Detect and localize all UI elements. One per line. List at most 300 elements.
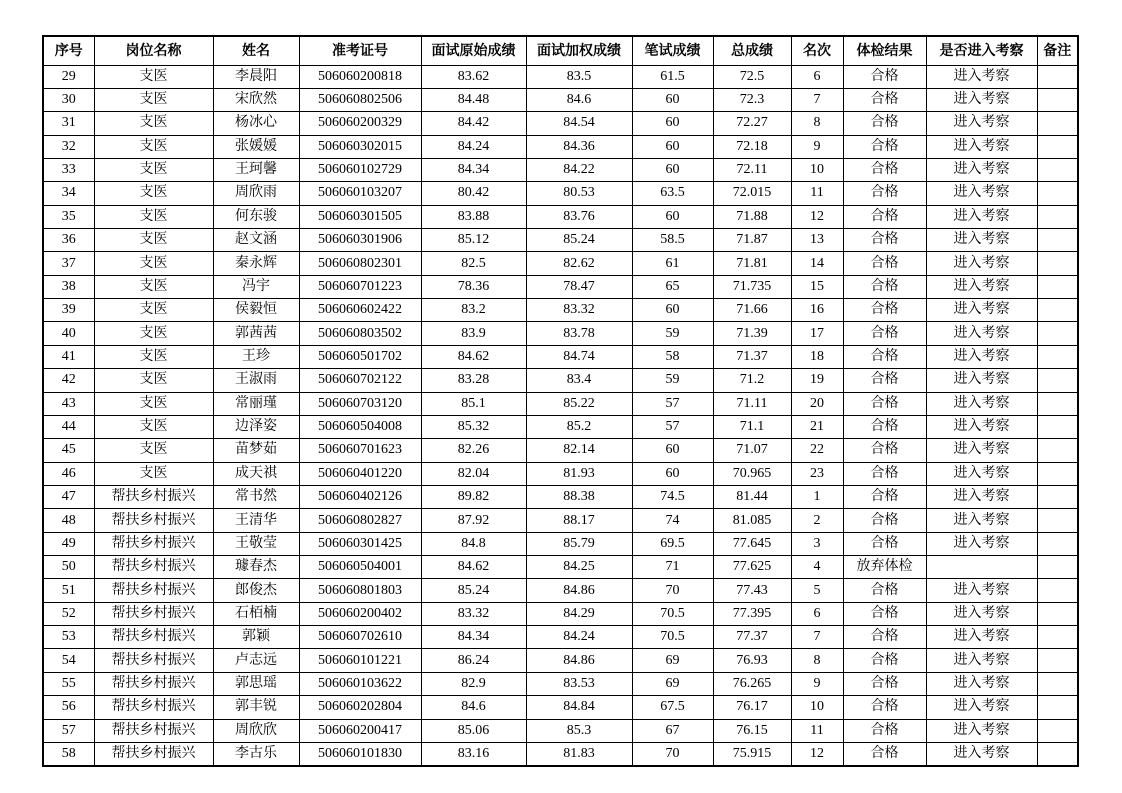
table-row	[43, 112, 1078, 135]
cell-exam-id: 506060101221	[299, 649, 421, 672]
cell-name: 赵文涵	[213, 229, 299, 252]
cell-seq: 57	[43, 719, 94, 742]
cell-seq: 50	[43, 556, 94, 579]
cell-seq: 29	[43, 65, 94, 88]
cell-written: 67.5	[632, 696, 713, 719]
cell-total: 76.17	[713, 696, 791, 719]
cell-inspection: 进入考察	[926, 252, 1037, 275]
cell-total: 72.18	[713, 135, 791, 158]
cell-interview-raw: 84.42	[421, 112, 526, 135]
cell-exam-id: 506060504008	[299, 415, 421, 438]
cell-remarks	[1037, 275, 1078, 298]
cell-name: 苗梦茹	[213, 439, 299, 462]
cell-remarks	[1037, 556, 1078, 579]
cell-exam-id: 506060101830	[299, 742, 421, 765]
cell-written: 69	[632, 649, 713, 672]
cell-medical-result: 合格	[843, 135, 926, 158]
cell-inspection: 进入考察	[926, 88, 1037, 111]
cell-written: 70	[632, 579, 713, 602]
cell-total: 72.5	[713, 65, 791, 88]
cell-inspection: 进入考察	[926, 602, 1037, 625]
cell-interview-weighted: 84.54	[526, 112, 632, 135]
cell-inspection: 进入考察	[926, 462, 1037, 485]
cell-medical-result: 合格	[843, 602, 926, 625]
cell-position: 帮扶乡村振兴	[94, 649, 213, 672]
cell-written: 65	[632, 275, 713, 298]
cell-rank: 3	[791, 532, 843, 555]
cell-seq: 46	[43, 462, 94, 485]
cell-total: 71.07	[713, 439, 791, 462]
cell-name: 王清华	[213, 509, 299, 532]
cell-interview-raw: 82.5	[421, 252, 526, 275]
cell-total: 77.645	[713, 532, 791, 555]
cell-exam-id: 506060200818	[299, 65, 421, 88]
cell-exam-id: 506060200417	[299, 719, 421, 742]
cell-inspection: 进入考察	[926, 275, 1037, 298]
cell-medical-result: 合格	[843, 299, 926, 322]
cell-inspection: 进入考察	[926, 65, 1037, 88]
cell-written: 70.5	[632, 626, 713, 649]
cell-exam-id: 506060301425	[299, 532, 421, 555]
cell-interview-raw: 83.28	[421, 369, 526, 392]
cell-total: 76.265	[713, 672, 791, 695]
cell-rank: 6	[791, 602, 843, 625]
cell-seq: 30	[43, 88, 94, 111]
cell-rank: 15	[791, 275, 843, 298]
table-row	[43, 182, 1078, 205]
cell-remarks	[1037, 415, 1078, 438]
cell-seq: 47	[43, 485, 94, 508]
cell-rank: 19	[791, 369, 843, 392]
cell-inspection: 进入考察	[926, 719, 1037, 742]
cell-written: 57	[632, 392, 713, 415]
cell-interview-weighted: 84.86	[526, 649, 632, 672]
cell-exam-id: 506060802827	[299, 509, 421, 532]
cell-interview-weighted: 82.14	[526, 439, 632, 462]
cell-medical-result: 合格	[843, 579, 926, 602]
score-table	[42, 35, 1079, 767]
cell-rank: 7	[791, 88, 843, 111]
cell-inspection: 进入考察	[926, 229, 1037, 252]
table-header	[43, 36, 1078, 65]
cell-interview-raw: 84.62	[421, 556, 526, 579]
cell-written: 60	[632, 205, 713, 228]
cell-position: 支医	[94, 322, 213, 345]
cell-name: 李晨阳	[213, 65, 299, 88]
cell-written: 60	[632, 112, 713, 135]
cell-written: 67	[632, 719, 713, 742]
cell-seq: 45	[43, 439, 94, 462]
cell-name: 周欣欣	[213, 719, 299, 742]
table-row	[43, 205, 1078, 228]
cell-remarks	[1037, 649, 1078, 672]
cell-name: 郭思瑶	[213, 672, 299, 695]
cell-inspection: 进入考察	[926, 509, 1037, 532]
cell-seq: 58	[43, 742, 94, 765]
cell-interview-weighted: 84.29	[526, 602, 632, 625]
cell-position: 支医	[94, 182, 213, 205]
cell-seq: 36	[43, 229, 94, 252]
cell-medical-result: 合格	[843, 345, 926, 368]
cell-rank: 8	[791, 112, 843, 135]
cell-rank: 20	[791, 392, 843, 415]
cell-name: 侯毅恒	[213, 299, 299, 322]
cell-interview-raw: 85.06	[421, 719, 526, 742]
cell-rank: 9	[791, 672, 843, 695]
cell-inspection: 进入考察	[926, 112, 1037, 135]
cell-name: 璩春杰	[213, 556, 299, 579]
cell-interview-weighted: 88.17	[526, 509, 632, 532]
cell-rank: 10	[791, 158, 843, 181]
cell-rank: 2	[791, 509, 843, 532]
cell-rank: 11	[791, 719, 843, 742]
cell-position: 支医	[94, 135, 213, 158]
cell-exam-id: 506060801803	[299, 579, 421, 602]
cell-written: 61.5	[632, 65, 713, 88]
cell-inspection: 进入考察	[926, 345, 1037, 368]
cell-inspection	[926, 556, 1037, 579]
cell-medical-result: 合格	[843, 509, 926, 532]
cell-interview-raw: 83.62	[421, 65, 526, 88]
header-seq: 序号	[43, 36, 94, 65]
table-row	[43, 229, 1078, 252]
cell-interview-weighted: 83.4	[526, 369, 632, 392]
cell-interview-raw: 84.34	[421, 158, 526, 181]
cell-rank: 4	[791, 556, 843, 579]
cell-rank: 17	[791, 322, 843, 345]
cell-position: 帮扶乡村振兴	[94, 696, 213, 719]
cell-written: 59	[632, 322, 713, 345]
cell-rank: 23	[791, 462, 843, 485]
cell-rank: 22	[791, 439, 843, 462]
cell-inspection: 进入考察	[926, 485, 1037, 508]
cell-exam-id: 506060703120	[299, 392, 421, 415]
cell-name: 宋欣然	[213, 88, 299, 111]
cell-position: 支医	[94, 88, 213, 111]
cell-total: 71.39	[713, 322, 791, 345]
cell-position: 支医	[94, 439, 213, 462]
cell-written: 70	[632, 742, 713, 765]
cell-exam-id: 506060200329	[299, 112, 421, 135]
cell-written: 60	[632, 462, 713, 485]
cell-written: 60	[632, 88, 713, 111]
header-row	[43, 36, 1078, 65]
cell-interview-raw: 82.04	[421, 462, 526, 485]
cell-total: 71.1	[713, 415, 791, 438]
cell-remarks	[1037, 158, 1078, 181]
header-remarks: 备注	[1037, 36, 1078, 65]
cell-rank: 18	[791, 345, 843, 368]
cell-rank: 7	[791, 626, 843, 649]
cell-interview-raw: 82.26	[421, 439, 526, 462]
cell-name: 王淑雨	[213, 369, 299, 392]
cell-total: 76.15	[713, 719, 791, 742]
table-row	[43, 88, 1078, 111]
cell-written: 60	[632, 158, 713, 181]
cell-remarks	[1037, 182, 1078, 205]
cell-exam-id: 506060702610	[299, 626, 421, 649]
cell-position: 支医	[94, 65, 213, 88]
cell-total: 77.395	[713, 602, 791, 625]
cell-written: 70.5	[632, 602, 713, 625]
cell-position: 帮扶乡村振兴	[94, 556, 213, 579]
cell-interview-weighted: 81.83	[526, 742, 632, 765]
cell-name: 冯宇	[213, 275, 299, 298]
cell-position: 支医	[94, 345, 213, 368]
cell-interview-raw: 78.36	[421, 275, 526, 298]
cell-seq: 42	[43, 369, 94, 392]
cell-total: 71.37	[713, 345, 791, 368]
table-row	[43, 345, 1078, 368]
cell-seq: 32	[43, 135, 94, 158]
header-inspection: 是否进入考察	[926, 36, 1037, 65]
cell-remarks	[1037, 439, 1078, 462]
cell-remarks	[1037, 532, 1078, 555]
cell-remarks	[1037, 602, 1078, 625]
cell-exam-id: 506060200402	[299, 602, 421, 625]
cell-interview-weighted: 85.79	[526, 532, 632, 555]
cell-seq: 33	[43, 158, 94, 181]
cell-position: 支医	[94, 229, 213, 252]
cell-interview-weighted: 83.53	[526, 672, 632, 695]
header-rank: 名次	[791, 36, 843, 65]
cell-interview-weighted: 84.22	[526, 158, 632, 181]
table-row	[43, 509, 1078, 532]
cell-rank: 13	[791, 229, 843, 252]
cell-rank: 8	[791, 649, 843, 672]
cell-inspection: 进入考察	[926, 158, 1037, 181]
table-row	[43, 369, 1078, 392]
cell-interview-raw: 89.82	[421, 485, 526, 508]
cell-medical-result: 合格	[843, 322, 926, 345]
cell-medical-result: 合格	[843, 205, 926, 228]
cell-interview-raw: 84.62	[421, 345, 526, 368]
cell-seq: 37	[43, 252, 94, 275]
cell-written: 59	[632, 369, 713, 392]
cell-total: 81.085	[713, 509, 791, 532]
cell-total: 72.27	[713, 112, 791, 135]
table-row	[43, 65, 1078, 88]
cell-inspection: 进入考察	[926, 742, 1037, 765]
cell-total: 81.44	[713, 485, 791, 508]
cell-position: 支医	[94, 299, 213, 322]
cell-rank: 9	[791, 135, 843, 158]
cell-name: 石栢楠	[213, 602, 299, 625]
cell-total: 72.3	[713, 88, 791, 111]
cell-interview-weighted: 84.74	[526, 345, 632, 368]
cell-position: 支医	[94, 158, 213, 181]
cell-interview-weighted: 85.24	[526, 229, 632, 252]
cell-exam-id: 506060102729	[299, 158, 421, 181]
table-row	[43, 415, 1078, 438]
cell-seq: 48	[43, 509, 94, 532]
cell-written: 60	[632, 135, 713, 158]
cell-remarks	[1037, 299, 1078, 322]
cell-medical-result: 合格	[843, 252, 926, 275]
cell-medical-result: 合格	[843, 415, 926, 438]
cell-interview-weighted: 83.32	[526, 299, 632, 322]
cell-remarks	[1037, 65, 1078, 88]
table-row	[43, 392, 1078, 415]
cell-inspection: 进入考察	[926, 135, 1037, 158]
cell-remarks	[1037, 345, 1078, 368]
cell-inspection: 进入考察	[926, 299, 1037, 322]
cell-total: 71.11	[713, 392, 791, 415]
header-written: 笔试成绩	[632, 36, 713, 65]
cell-medical-result: 合格	[843, 158, 926, 181]
header-position: 岗位名称	[94, 36, 213, 65]
cell-exam-id: 506060402126	[299, 485, 421, 508]
cell-position: 支医	[94, 252, 213, 275]
cell-interview-weighted: 84.25	[526, 556, 632, 579]
cell-position: 帮扶乡村振兴	[94, 602, 213, 625]
cell-name: 常书然	[213, 485, 299, 508]
cell-written: 63.5	[632, 182, 713, 205]
table-row	[43, 252, 1078, 275]
cell-written: 69	[632, 672, 713, 695]
cell-interview-raw: 84.34	[421, 626, 526, 649]
cell-interview-raw: 83.32	[421, 602, 526, 625]
cell-seq: 56	[43, 696, 94, 719]
table-row	[43, 275, 1078, 298]
cell-remarks	[1037, 672, 1078, 695]
cell-written: 69.5	[632, 532, 713, 555]
cell-medical-result: 合格	[843, 532, 926, 555]
cell-interview-weighted: 84.84	[526, 696, 632, 719]
cell-total: 72.015	[713, 182, 791, 205]
cell-interview-raw: 85.1	[421, 392, 526, 415]
cell-seq: 35	[43, 205, 94, 228]
table-row	[43, 719, 1078, 742]
cell-position: 帮扶乡村振兴	[94, 485, 213, 508]
cell-medical-result: 合格	[843, 649, 926, 672]
cell-rank: 6	[791, 65, 843, 88]
cell-medical-result: 合格	[843, 88, 926, 111]
cell-inspection: 进入考察	[926, 696, 1037, 719]
cell-written: 58.5	[632, 229, 713, 252]
cell-interview-raw: 83.9	[421, 322, 526, 345]
cell-name: 王敬莹	[213, 532, 299, 555]
table-row	[43, 158, 1078, 181]
cell-position: 帮扶乡村振兴	[94, 509, 213, 532]
cell-inspection: 进入考察	[926, 415, 1037, 438]
cell-medical-result: 合格	[843, 742, 926, 765]
cell-exam-id: 506060302015	[299, 135, 421, 158]
cell-remarks	[1037, 742, 1078, 765]
cell-exam-id: 506060202804	[299, 696, 421, 719]
cell-interview-weighted: 84.24	[526, 626, 632, 649]
header-interview-weighted: 面试加权成绩	[526, 36, 632, 65]
table-row	[43, 649, 1078, 672]
cell-inspection: 进入考察	[926, 672, 1037, 695]
cell-remarks	[1037, 112, 1078, 135]
cell-interview-raw: 83.16	[421, 742, 526, 765]
cell-inspection: 进入考察	[926, 322, 1037, 345]
cell-position: 支医	[94, 275, 213, 298]
cell-interview-weighted: 82.62	[526, 252, 632, 275]
cell-remarks	[1037, 509, 1078, 532]
cell-exam-id: 506060301505	[299, 205, 421, 228]
cell-name: 常丽瑾	[213, 392, 299, 415]
cell-inspection: 进入考察	[926, 626, 1037, 649]
cell-exam-id: 506060103207	[299, 182, 421, 205]
cell-exam-id: 506060802506	[299, 88, 421, 111]
table-row	[43, 135, 1078, 158]
cell-total: 71.735	[713, 275, 791, 298]
cell-written: 60	[632, 439, 713, 462]
cell-exam-id: 506060301906	[299, 229, 421, 252]
cell-interview-weighted: 84.6	[526, 88, 632, 111]
cell-interview-weighted: 83.78	[526, 322, 632, 345]
cell-exam-id: 506060602422	[299, 299, 421, 322]
cell-name: 王珍	[213, 345, 299, 368]
cell-seq: 38	[43, 275, 94, 298]
cell-seq: 39	[43, 299, 94, 322]
cell-name: 郭颖	[213, 626, 299, 649]
cell-exam-id: 506060103622	[299, 672, 421, 695]
cell-rank: 5	[791, 579, 843, 602]
cell-exam-id: 506060803502	[299, 322, 421, 345]
cell-medical-result: 合格	[843, 369, 926, 392]
header-exam-id: 准考证号	[299, 36, 421, 65]
cell-exam-id: 506060701623	[299, 439, 421, 462]
cell-medical-result: 合格	[843, 462, 926, 485]
cell-interview-raw: 84.6	[421, 696, 526, 719]
cell-interview-weighted: 83.5	[526, 65, 632, 88]
cell-exam-id: 506060702122	[299, 369, 421, 392]
cell-inspection: 进入考察	[926, 649, 1037, 672]
cell-total: 75.915	[713, 742, 791, 765]
cell-interview-raw: 85.12	[421, 229, 526, 252]
cell-name: 卢志远	[213, 649, 299, 672]
cell-exam-id: 506060401220	[299, 462, 421, 485]
cell-position: 支医	[94, 112, 213, 135]
cell-written: 60	[632, 299, 713, 322]
cell-total: 71.87	[713, 229, 791, 252]
cell-medical-result: 合格	[843, 182, 926, 205]
cell-remarks	[1037, 696, 1078, 719]
table-row	[43, 322, 1078, 345]
cell-interview-weighted: 84.36	[526, 135, 632, 158]
cell-interview-raw: 85.24	[421, 579, 526, 602]
cell-interview-weighted: 88.38	[526, 485, 632, 508]
cell-seq: 53	[43, 626, 94, 649]
cell-seq: 34	[43, 182, 94, 205]
cell-rank: 14	[791, 252, 843, 275]
cell-position: 支医	[94, 462, 213, 485]
cell-name: 何东骏	[213, 205, 299, 228]
table-row	[43, 299, 1078, 322]
cell-name: 成天祺	[213, 462, 299, 485]
cell-remarks	[1037, 485, 1078, 508]
cell-written: 57	[632, 415, 713, 438]
table-row	[43, 602, 1078, 625]
cell-exam-id: 506060504001	[299, 556, 421, 579]
cell-interview-raw: 83.2	[421, 299, 526, 322]
cell-inspection: 进入考察	[926, 532, 1037, 555]
cell-position: 帮扶乡村振兴	[94, 719, 213, 742]
cell-name: 郭茜茜	[213, 322, 299, 345]
cell-medical-result: 合格	[843, 672, 926, 695]
cell-medical-result: 合格	[843, 439, 926, 462]
cell-inspection: 进入考察	[926, 369, 1037, 392]
cell-interview-raw: 86.24	[421, 649, 526, 672]
cell-name: 郭丰锐	[213, 696, 299, 719]
cell-medical-result: 合格	[843, 485, 926, 508]
cell-interview-raw: 87.92	[421, 509, 526, 532]
cell-inspection: 进入考察	[926, 439, 1037, 462]
cell-total: 77.625	[713, 556, 791, 579]
